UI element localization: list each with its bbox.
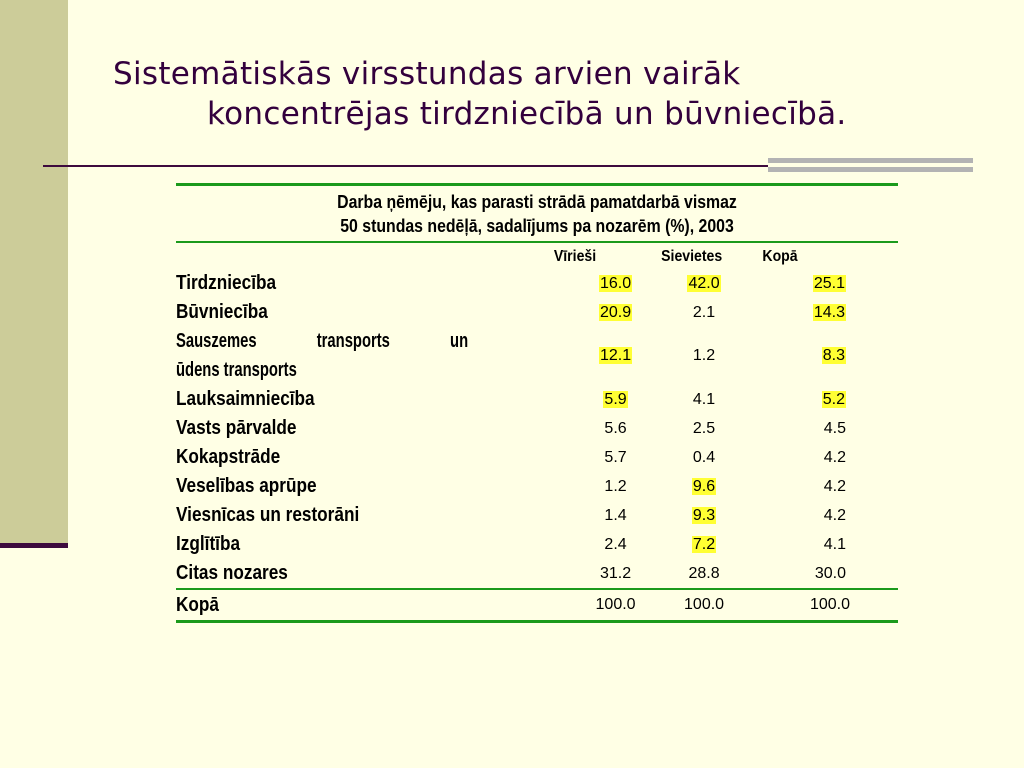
total-cell [571,589,660,622]
cell-value: 31.2 [599,564,632,582]
table-row [176,327,898,385]
row-label [176,414,571,443]
total-label [176,589,571,622]
cell-value: 4.2 [823,506,846,524]
table-row [176,443,898,472]
table-cell [660,443,748,472]
table-cell [571,472,660,501]
table-cell [748,269,898,298]
title-divider-accent [768,158,973,174]
table-cell [748,559,898,589]
cell-value: 9.3 [692,506,716,524]
left-decor-line [0,543,68,548]
column-header-men: Vīrieši [553,248,597,265]
table-cell [571,269,660,298]
cell-value: 2.4 [604,535,627,553]
column-header-total: Kopā [762,248,798,265]
cell-value: 1.2 [604,477,627,495]
table-cell [571,530,660,559]
cell-value: 1.2 [692,347,716,364]
cell-value: 28.8 [688,564,720,582]
row-label [176,530,571,559]
cell-value: 12.1 [599,347,632,364]
row-label-text: Vasts pārvalde [176,417,297,439]
slide-title-line2: koncentrējas tirdzniecībā un būvniecībā. [207,96,847,132]
cell-value: 4.2 [823,477,846,495]
cell-value: 16.0 [599,274,632,292]
table-row [176,472,898,501]
total-value: 100.0 [684,596,725,613]
cell-value: 42.0 [688,274,720,292]
row-label-text: Lauksaimniecība [176,388,315,410]
table-row [176,269,898,298]
table-row [176,414,898,443]
cell-value: 2.5 [692,419,716,437]
cell-value: 5.2 [822,390,845,408]
table-caption-line1: Darba ņēmēju, kas parasti strādā pamatdarbā vismaz [337,192,737,212]
total-value: 100.0 [595,596,636,613]
table-cell [571,414,660,443]
table-cell [571,385,660,414]
table-cell [748,472,898,501]
table-cell [748,501,898,530]
row-label-text: Citas nozares [176,562,288,584]
table-cell [660,385,748,414]
table-cell [571,443,660,472]
table-row [176,385,898,414]
cell-value: 5.9 [604,390,627,408]
table-cell [571,501,660,530]
table-cell [748,414,898,443]
row-label-text: Viesnīcas un restorāni [176,504,360,526]
table-cell [571,559,660,589]
table-cell [748,530,898,559]
cell-value: 0.4 [692,448,716,466]
row-label-text: Būvniecība [176,301,268,323]
cell-value: 14.3 [813,303,845,321]
cell-value: 30.0 [814,564,846,582]
cell-value: 5.7 [604,448,627,466]
table-body [176,269,898,623]
table-cell [748,298,898,327]
row-label-text: Izglītība [176,533,241,555]
row-label [176,298,571,327]
row-label-line1: Sauszemes transports un [176,330,469,352]
title-divider [43,165,768,167]
cell-value: 4.1 [692,390,716,408]
column-header-women: Sievietes [661,248,723,265]
table-cell [748,443,898,472]
row-label-line2: ūdens transports [176,359,297,381]
table-total-row [176,589,898,622]
table-cell [660,269,748,298]
table-cell [660,530,748,559]
row-label [176,269,571,298]
slide-title-line1: Sistemātiskās virsstundas arvien vairāk [113,56,741,92]
table-cell [571,298,660,327]
cell-value: 5.6 [604,419,627,437]
header-empty [176,242,516,269]
cell-value: 9.6 [692,477,716,495]
table-caption-row [176,185,898,243]
table-cell [660,298,748,327]
table-cell [660,472,748,501]
table-caption-line2: 50 stundas nedēļā, sadalījums pa nozarēm (%), 2003 [340,216,734,236]
table-row [176,559,898,589]
row-label-text: Tirdzniecība [176,272,277,294]
column-header-row [176,242,898,269]
total-cell [748,589,898,622]
cell-value: 25.1 [813,274,845,292]
cell-value: 20.9 [599,303,632,321]
total-label-text: Kopā [176,593,219,616]
row-label [176,501,571,530]
slide-title [113,54,993,134]
table-cell [748,327,898,385]
row-label-text: Kokapstrāde [176,446,281,468]
total-value: 100.0 [809,596,850,613]
cell-value: 1.4 [604,506,627,524]
row-label [176,385,571,414]
cell-value: 8.3 [822,347,845,364]
row-label [176,472,571,501]
row-label-text: Veselības aprūpe [176,475,317,497]
table-cell [660,559,748,589]
table-row [176,501,898,530]
table-cell [748,385,898,414]
table-caption [176,185,898,243]
table-cell [660,327,748,385]
table-cell [660,414,748,443]
cell-value: 4.1 [823,535,846,553]
row-label [176,559,571,589]
total-cell [660,589,748,622]
left-decor-bar [0,0,68,543]
data-table [176,183,898,623]
table-cell [571,327,660,385]
cell-value: 2.1 [692,303,716,321]
cell-value: 4.5 [823,419,846,437]
cell-value: 7.2 [692,535,716,553]
table-row [176,530,898,559]
row-label [176,327,571,385]
table-cell [660,501,748,530]
cell-value: 4.2 [823,448,846,466]
table-row [176,298,898,327]
row-label [176,443,571,472]
